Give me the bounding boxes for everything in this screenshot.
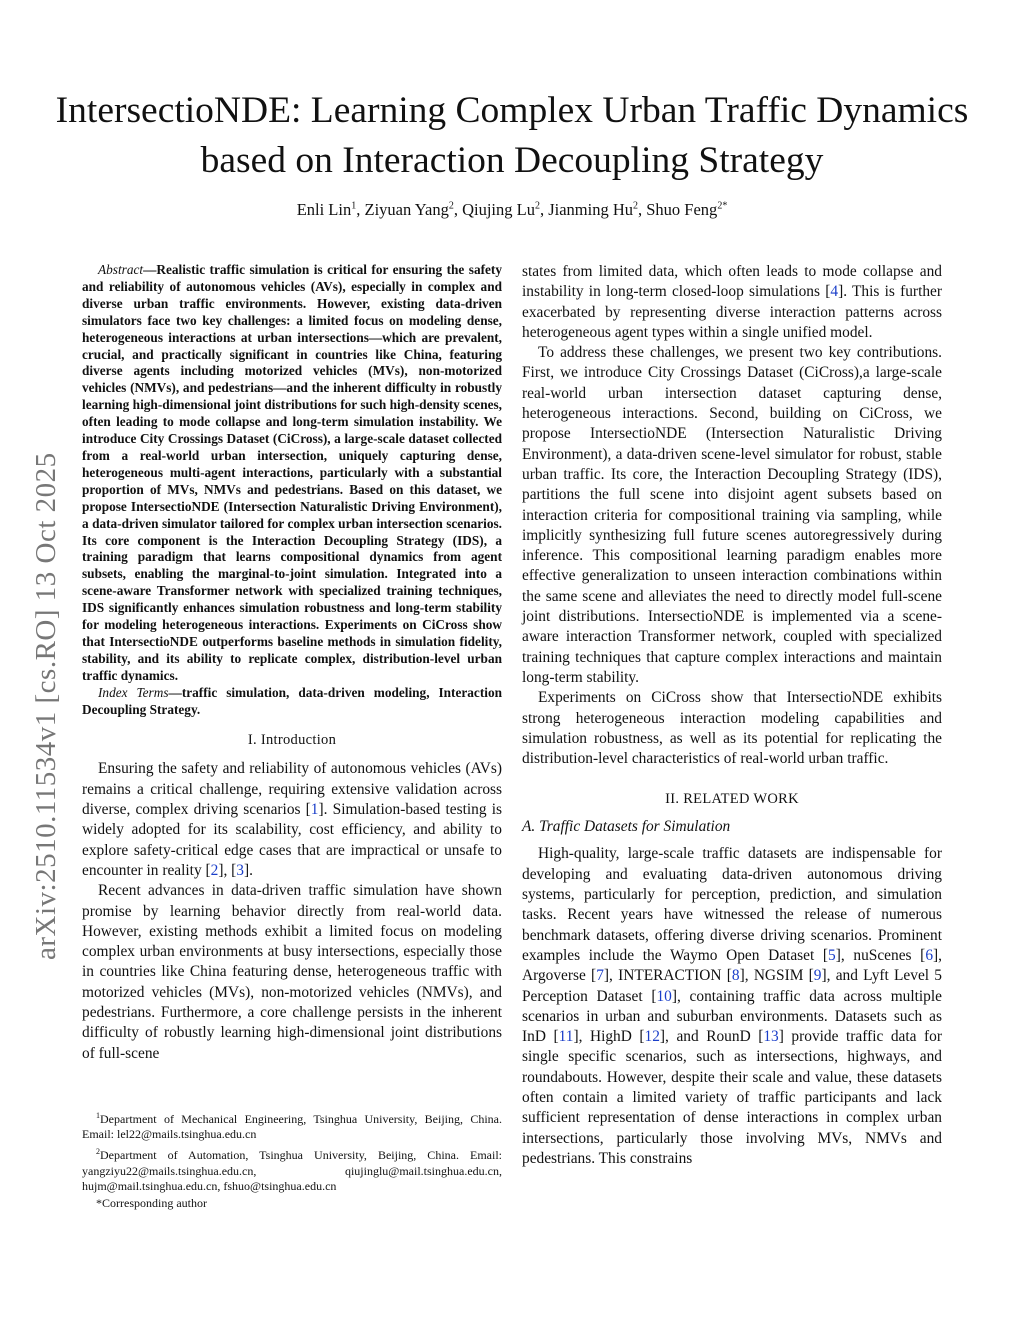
- citation-link[interactable]: 13: [763, 1028, 779, 1046]
- footnote: [82, 1196, 502, 1211]
- right-paragraph-1: [522, 262, 942, 343]
- author-affiliation-mark: 2: [534, 200, 540, 212]
- text-run: ], [: [218, 861, 237, 879]
- text-run: ]. Simulation-based testing is widely adopted for its scalability, cost efficiency, and ability to explore safety-critical edge cases that are impractical or unsafe to encounter in reality [: [82, 801, 502, 879]
- section-heading-introduction: I. Introduction: [247, 732, 337, 749]
- text-run: ], nuScenes [: [835, 946, 926, 964]
- subsection-heading-traffic-datasets: A. Traffic Datasets for Simulation: [522, 818, 731, 836]
- text-run: ], and RounD [: [659, 1028, 764, 1046]
- left-column: [82, 262, 502, 1064]
- author-affiliation-mark: 2: [633, 200, 638, 212]
- citation-link[interactable]: 2: [210, 861, 219, 879]
- text-run: states from limited data, which often leads to mode collapse and instability in long-term closed-loop simulations [: [522, 263, 942, 301]
- index-terms-label: Index Terms: [98, 684, 169, 700]
- abstract-label: Abstract: [98, 262, 144, 277]
- text-run: ], INTERACTION [: [603, 967, 732, 985]
- citation-link[interactable]: 11: [558, 1028, 574, 1046]
- paper-title: IntersectioNDE: Learning Complex Urban Traffic Dynamics based on Interaction Decoupling Strategy: [55, 90, 969, 181]
- author-separator: ,: [356, 200, 365, 219]
- footnote-mark: 1: [96, 1111, 100, 1120]
- author-name: Shuo Feng: [646, 200, 718, 219]
- text-run: Experiments on CiCross show that IntersectioNDE exhibits strong heterogeneous interaction modeling capabilities and simulation robustness, as well as its potential for replicating the distribution-level characteristics of real-world urban traffic.: [522, 689, 942, 768]
- text-run: ], and Lyft Level 5 Perception Dataset [: [522, 967, 942, 1005]
- author-separator: ,: [453, 200, 463, 219]
- text-run: ]. This is further exacerbated by representing diverse interaction patterns across heterogeneous agent types within a single unified model.: [522, 283, 942, 341]
- abstract: [82, 262, 502, 685]
- citation-link[interactable]: 7: [596, 967, 604, 985]
- index-terms: [82, 685, 502, 719]
- text-run: ] provide traffic data for single specific scenarios, such as intersections, highways, and roundabouts. However, despite their scale and value, these datasets often contain a limited variety of traffic participants and lack sufficient representation of dense interactions in complex urban intersections, particularly those involving MVs, NMVs and pedestrians. This constrains: [522, 1028, 942, 1167]
- text-run: To address these challenges, we present two key contributions. First, we introduce City Crossings Dataset (CiCross),a large-scale real-world urban intersection dataset capturing dense, heterogeneous interactions. Second, building on CiCross, we propose IntersectioNDE (Intersection Naturalistic Driving Environment), a data-driven scene-level simulator for robust, stable urban traffic. Its core, the Interaction Decoupling Strategy (IDS), partitions the full scene into disjoint agent subsets based on interaction criteria for compositional training via sampling, while implicitly synthesizing full future scenes autoregressively during inference. This compositional learning paradigm enables more effective generalization to unseen interaction combinations within the same scene and alleviates the need to directly model full-scene joint distributions. IntersectioNDE is implemented via a scene-aware interaction Transformer network, coupled with specialized training techniques that capture complex interactions and maintain long-term stability.: [522, 344, 942, 686]
- text-run: ].: [244, 861, 253, 879]
- section-heading-related-work: II. RELATED WORK: [665, 791, 799, 808]
- author-name: Qiujing Lu: [462, 200, 535, 219]
- citation-link[interactable]: 1: [310, 801, 319, 819]
- citation-link[interactable]: 4: [830, 283, 839, 301]
- citation-link[interactable]: 3: [236, 861, 244, 879]
- related-work-paragraph: [522, 844, 942, 1169]
- footnote-text: Department of Automation, Tsinghua University, Beijing, China. Email: yangziyu22@mails.tsinghua.edu.cn, qiujinglu@mail.tsinghua.edu.cn, hujm@mail.tsinghua.edu.cn, fshuo@tsinghua.edu.cn: [82, 1148, 502, 1193]
- citation-link[interactable]: 10: [656, 987, 672, 1005]
- author-name: Jianming Hu: [548, 200, 633, 219]
- footnote-text: Department of Mechanical Engineering, Tsinghua University, Beijing, China. Email: lel22@mails.tsinghua.edu.cn: [82, 1112, 502, 1142]
- abstract-text: —Realistic traffic simulation is critical for ensuring the safety and reliability of autonomous vehicles (AVs), especially in complex and diverse urban traffic environments. However, existing data-driven simulators face two key challenges: a limited focus on modeling dense, heterogeneous interactions at urban intersections—which are prevalent, crucial, and practically significant in countries like China, featuring diverse agents including motorized vehicles (MVs), non-motorized vehicles (NMVs), and pedestrians—and the inherent difficulty in robustly learning high-dimensional joint distributions for such high-density scenes, often leading to mode collapse and long-term simulation instability. We introduce City Crossings Dataset (CiCross), a large-scale dataset collected from a real-world urban intersection, uniquely capturing dense, heterogeneous multi-agent interactions, particularly with a substantial proportion of MVs, NMVs and pedestrians. Based on this dataset, we propose IntersectioNDE (Intersection Naturalistic Driving Environment), a data-driven simulator tailored for complex urban intersection scenarios. Its core component is the Interaction Decoupling Strategy (IDS), a training paradigm that learns compositional dynamics from agent subsets, enabling the marginal-to-joint simulation. Integrated into a scene-aware Transformer network with specialized training techniques, IDS significantly enhances simulation robustness and long-term stability for modeling heterogeneous interactions. Experiments on CiCross show that IntersectioNDE outperforms baseline methods in simulation fidelity, stability, and its ability to replicate complex, distribution-level urban traffic dynamics.: [82, 262, 502, 683]
- author-affiliation-mark: 2: [448, 200, 454, 212]
- text-run: Ensuring the safety and reliability of autonomous vehicles (AVs) remains a critical challenge, requiring extensive validation across diverse, complex driving scenarios [: [82, 760, 502, 819]
- citation-link[interactable]: 9: [813, 967, 822, 985]
- footnote-mark: 2: [96, 1147, 100, 1157]
- citation-link[interactable]: 12: [644, 1028, 660, 1046]
- arxiv-identifier-stamp: arXiv:2510.11534v1 [cs.RO] 13 Oct 2025: [30, 452, 62, 960]
- author-list: [0, 200, 1024, 220]
- intro-paragraph-2: [82, 881, 502, 1064]
- index-terms-text: —traffic simulation, data-driven modeling, Interaction Decoupling Strategy.: [82, 684, 502, 717]
- right-paragraph-2: [522, 343, 942, 688]
- text-run: Recent advances in data-driven traffic simulation have shown promise by learning behavior directly from real-world data. However, existing methods exhibit a limited focus on modeling complex urban environments at busy intersections, especially those in countries like China featuring dense, heterogeneous traffic with motorized vehicles (MVs), non-motorized vehicles (NMVs), and pedestrians. Furthermore, a core challenge persists in the inherent difficulty of robustly learning high-dimensional joint distributions of full-scene: [82, 882, 502, 1062]
- author-separator: ,: [539, 200, 549, 219]
- author-name: Enli Lin: [296, 200, 352, 219]
- citation-link[interactable]: 8: [731, 967, 740, 985]
- right-column: [522, 262, 942, 1169]
- author-affiliation-mark: 1: [351, 200, 357, 212]
- citation-link[interactable]: 6: [925, 946, 934, 964]
- text-run: ], HighD [: [573, 1028, 645, 1046]
- intro-paragraph-1: [82, 759, 502, 881]
- text-run: ], containing traffic data across multiple scenarios in urban and suburban environments. Datasets such as InD [: [522, 987, 942, 1046]
- author-name: Ziyuan Yang: [364, 200, 449, 219]
- author-affiliation-mark: 2*: [717, 200, 728, 212]
- footnotes: [82, 1108, 502, 1213]
- footnote: [82, 1108, 502, 1142]
- footnote-text: *Corresponding author: [96, 1196, 207, 1211]
- right-paragraph-3: [522, 688, 942, 769]
- author-separator: ,: [638, 200, 647, 219]
- text-run: ], Argoverse [: [522, 946, 942, 985]
- citation-link[interactable]: 5: [828, 946, 836, 964]
- text-run: High-quality, large-scale traffic datasets are indispensable for developing and evaluating data-driven autonomous driving systems, particularly for perception, prediction, and simulation tasks. Recent years have witnessed the release of numerous benchmark datasets, offering diverse driving scenarios. Prominent examples include the Waymo Open Dataset [: [522, 845, 942, 964]
- text-run: ], NGSIM [: [739, 967, 814, 985]
- footnote: [82, 1144, 502, 1194]
